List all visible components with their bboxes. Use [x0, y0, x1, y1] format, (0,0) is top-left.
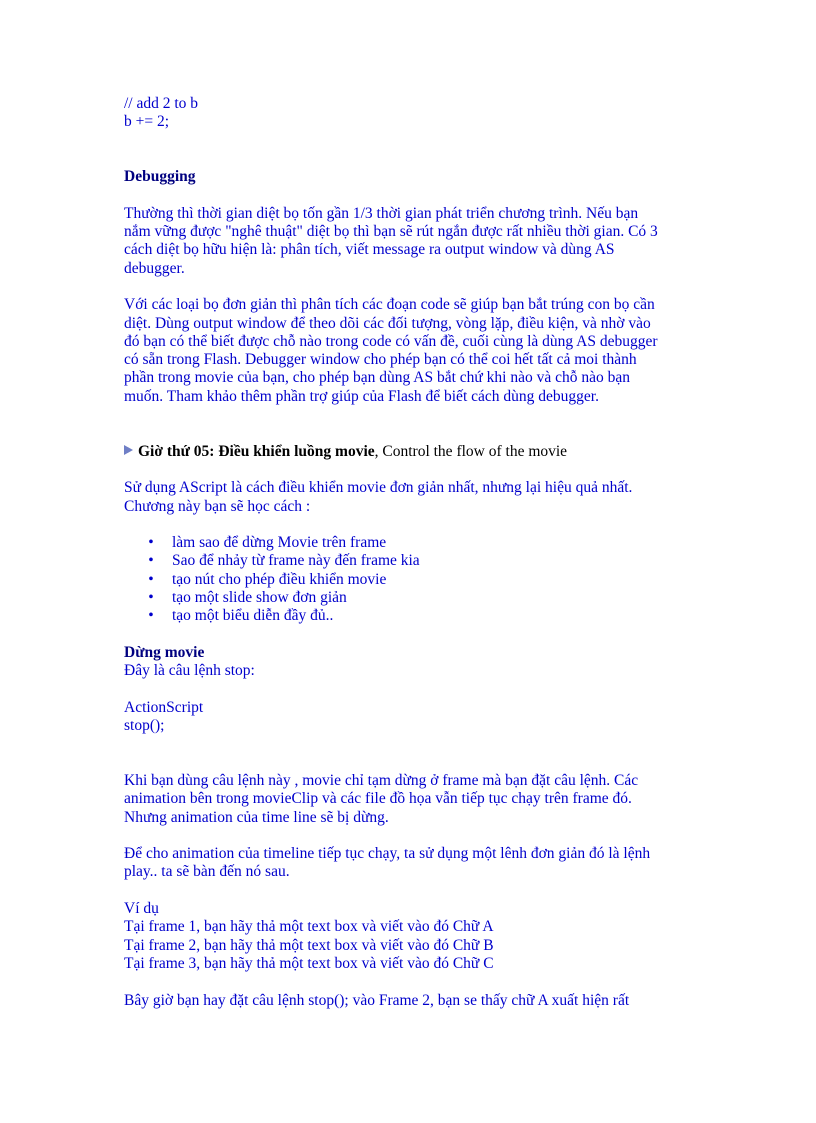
- hour5-heading: [124, 443, 724, 461]
- debugging-paragraph-1: Thường thì thời gian diệt bọ tốn gần 1/3 thời gian phát triển chương trình. Nếu bạn nắm vững được "nghê thuật" diệt bọ thì bạn sẽ rút ngắn được rất nhiều thời gian. Có 3 cách diệt bọ hữu hiện là: phân tích, viết message ra output window và dùng AS debugger.: [124, 204, 658, 277]
- last-line: Bây giờ bạn hay đặt câu lệnh stop(); vào Frame 2, bạn se thấy chữ A xuất hiện rất: [124, 991, 630, 1009]
- hour5-heading-rest: , Control the flow of the movie: [374, 442, 568, 460]
- arrow-bullet-icon: [124, 445, 133, 455]
- debugging-paragraph-2: Với các loại bọ đơn giản thì phân tích các đoạn code sẽ giúp bạn bắt trúng con bọ cần diệt. Dùng output window để theo dõi các đối tượng, vòng lặp, điều kiện, và nhờ vào đó bạn có thể biết được chỗ nào trong code có vấn đề, cuối cùng là dùng AS debugger có sẵn trong Flash. Debugger window cho phép bạn có thể coi hết tất cả moi thành phần trong movie của bạn, cho phép bạn dùng AS bắt chứ khi nào và chỗ nào bạn muốn. Tham khảo thêm phần trợ giúp của Flash để biết cách dùng debugger.: [124, 296, 658, 405]
- stop-movie-heading: Dừng movie: [124, 643, 205, 661]
- example-list: Tại frame 1, bạn hãy thả một text box và viết vào đó Chữ A Tại frame 2, bạn hãy thả một text box và viết vào đó Chữ B Tại frame 3, bạn hãy thả một text box và viết vào đó Chữ C: [124, 918, 494, 972]
- debugging-heading: Debugging: [124, 168, 196, 186]
- code-label: ActionScript: [124, 698, 204, 716]
- bullet-icon: •: [148, 534, 154, 552]
- list-item: • tạo nút cho phép điều khiển movie: [172, 571, 724, 589]
- list-item: • Sao để nhảy từ frame này đến frame kia: [172, 552, 724, 570]
- list-item: • làm sao để dừng Movie trên frame: [172, 534, 724, 552]
- hour5-intro: Sử dụng AScript là cách điều khiển movie đơn giản nhất, nhưng lại hiệu quả nhất. Chương này bạn sẽ học cách :: [124, 479, 633, 515]
- hour5-heading-bold: Giờ thứ 05: Điều khiển luồng movie: [138, 442, 375, 460]
- bullet-icon: •: [148, 570, 154, 588]
- code-stop: stop();: [124, 717, 165, 735]
- bullet-icon: •: [148, 589, 154, 607]
- code-comment: // add 2 to b: [124, 95, 199, 112]
- stop-paragraph-1: Khi bạn dùng câu lệnh này , movie chỉ tạm dừng ở frame mà bạn đặt câu lệnh. Các animation bên trong movieClip và các file đồ họa vẫn tiếp tục chạy trên frame đó. Nhưng animation của time line sẽ bị dừng.: [124, 771, 639, 826]
- bullet-icon: •: [148, 607, 154, 625]
- document-page: [124, 95, 724, 1010]
- list-item: • tạo một biểu diễn đầy đủ..: [172, 607, 724, 625]
- example-title: Ví dụ: [124, 900, 159, 918]
- stop-paragraph-2: Để cho animation của timeline tiếp tục chạy, ta sử dụng một lênh đơn giản đó là lệnh play.. ta sẽ bàn đến nó sau.: [124, 845, 651, 881]
- list-item: • tạo một slide show đơn giản: [172, 589, 724, 607]
- hour5-bullet-list: [124, 534, 724, 625]
- code-line: b += 2;: [124, 113, 170, 131]
- stop-intro: Đây là câu lệnh stop:: [124, 662, 255, 680]
- bullet-icon: •: [148, 552, 154, 570]
